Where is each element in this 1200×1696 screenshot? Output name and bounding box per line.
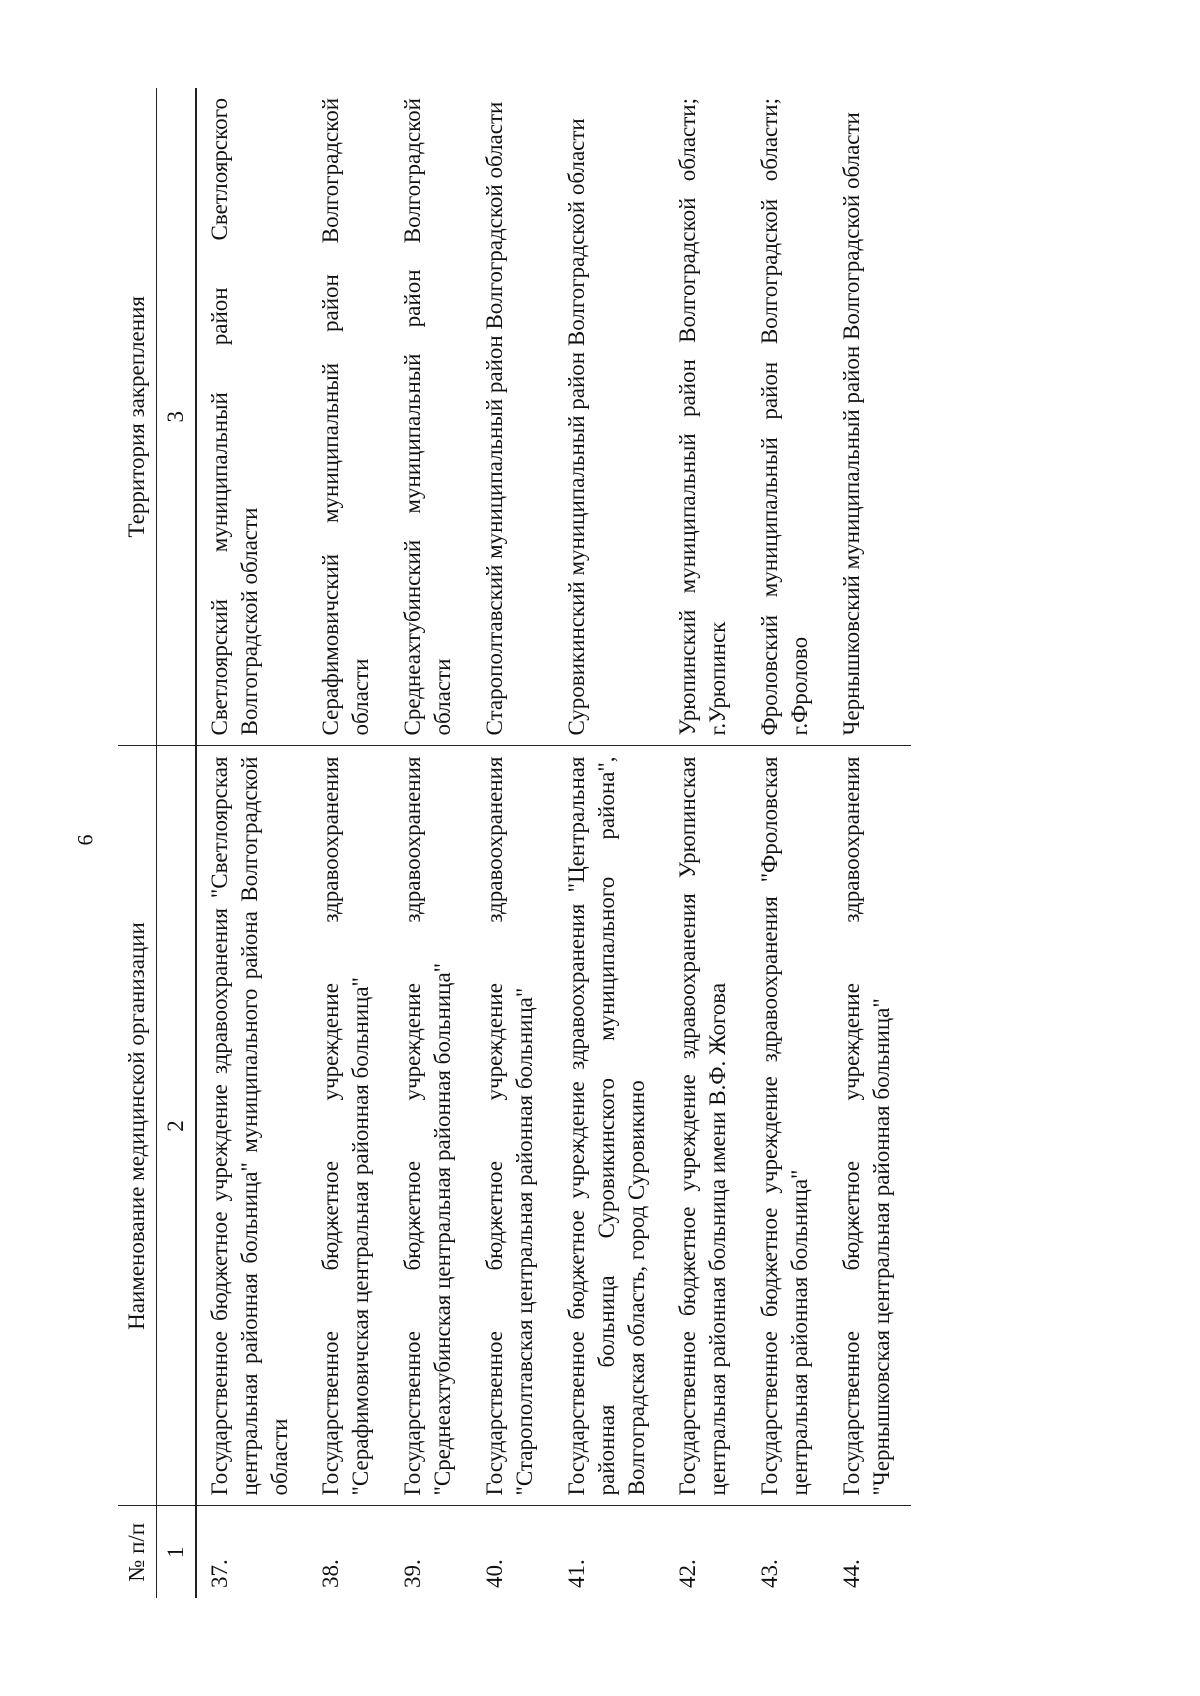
- row-number: 39.: [390, 1506, 472, 1598]
- row-number: 42.: [665, 1506, 747, 1598]
- rotated-table-container: [118, 88, 1068, 1598]
- row-number: 38.: [308, 1506, 390, 1598]
- medical-organizations-table: [118, 88, 911, 1598]
- column-number: 1: [156, 1506, 195, 1598]
- column-number-row: [156, 88, 195, 1598]
- header-territory: Территория закрепления: [118, 88, 156, 746]
- column-number: 2: [156, 746, 195, 1506]
- table-row: [472, 88, 554, 1598]
- organization-name: Государственное бюджетное учреждение здравоохранения "Светлоярская центральная районная больница" муниципального района Волгоградской области: [196, 746, 309, 1506]
- header-number: № п/п: [118, 1506, 156, 1598]
- page-number: 6: [72, 834, 98, 846]
- column-number: 3: [156, 88, 195, 746]
- row-number: 37.: [196, 1506, 309, 1598]
- organization-name: Государственное бюджетное учреждение здравоохранения "Фроловская центральная районная больница": [747, 746, 829, 1506]
- row-number: 44.: [829, 1506, 911, 1598]
- table-row: [308, 88, 390, 1598]
- organization-name: Государственное бюджетное учреждение здравоохранения "Центральная районная больница Суровикинского муниципального района", Волгоградская область, город Суровикино: [554, 746, 666, 1506]
- table-row: [665, 88, 747, 1598]
- territory: Чернышковский муниципальный район Волгоградской области: [839, 112, 865, 736]
- territory: Старополтавский муниципальный район Волгоградской области: [482, 101, 508, 736]
- territory: Фроловский муниципальный район Волгоградской области; г.Фролово: [757, 98, 813, 736]
- territory: Среднеахтубинский муниципальный район Волгоградской области: [400, 98, 456, 736]
- organization-name: Государственное бюджетное учреждение здравоохранения Урюпинская центральная районная больница имени В.Ф. Жогова: [665, 746, 747, 1506]
- territory: Светлоярский муниципальный район Светлоярского Волгоградской области: [206, 98, 262, 736]
- territory: Суровикинский муниципальный район Волгоградской области: [563, 118, 589, 736]
- row-number: 40.: [472, 1506, 554, 1598]
- row-number: 41.: [554, 1506, 666, 1598]
- table-row: [554, 88, 666, 1598]
- table-row: [747, 88, 829, 1598]
- table-row: [196, 88, 309, 1598]
- header-organization-name: Наименование медицинской организации: [118, 746, 156, 1506]
- table-row: [390, 88, 472, 1598]
- territory: Урюпинский муниципальный район Волгоградской области; г.Урюпинск: [675, 98, 731, 736]
- table-header-row: [118, 88, 156, 1598]
- row-number: 43.: [747, 1506, 829, 1598]
- territory: Серафимовичский муниципальный район Волгоградской области: [318, 98, 374, 736]
- organization-name: Государственное бюджетное учреждение здравоохранения "Среднеахтубинская центральная районная больница": [390, 746, 472, 1506]
- table-row: [829, 88, 911, 1598]
- organization-name: Государственное бюджетное учреждение здравоохранения "Серафимовичская центральная районная больница": [308, 746, 390, 1506]
- organization-name: Государственное бюджетное учреждение здравоохранения "Чернышковская центральная районная больница": [829, 746, 911, 1506]
- organization-name: Государственное бюджетное учреждение здравоохранения "Старополтавская центральная районная больница": [472, 746, 554, 1506]
